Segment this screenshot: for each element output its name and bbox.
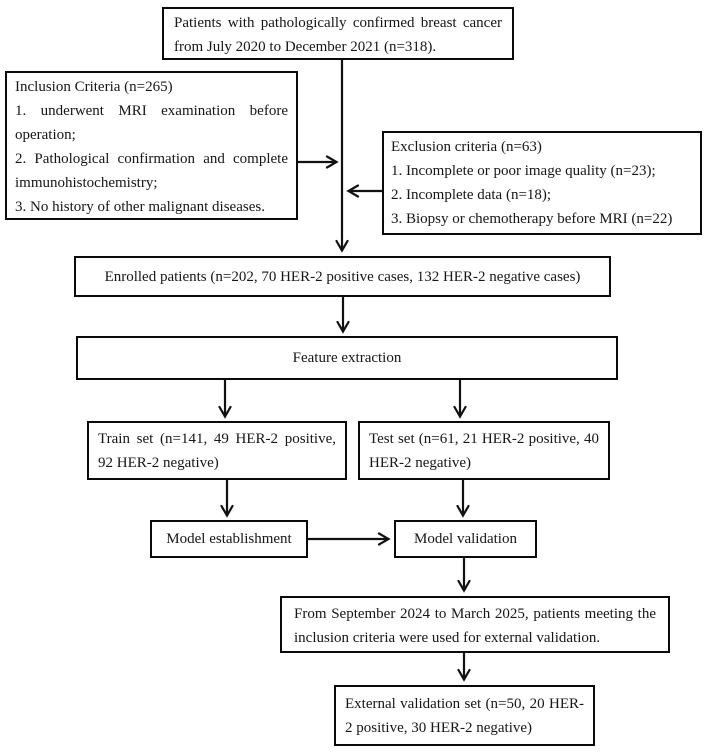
box-feature-extraction [76,336,618,380]
train-set-text: Train set (n=141, 49 HER-2 positive, 92 HER-2 negative) [98,431,336,471]
box-model-validation [394,520,537,558]
box-enrolled-patients [74,256,611,297]
model-establishment-text: Model establishment [166,531,292,547]
exclusion-title: Exclusion criteria (n=63) [391,139,542,155]
box-exclusion-criteria [382,131,702,235]
exclusion-item-2: 2. Incomplete data (n=18); [391,187,552,203]
model-validation-text: Model validation [414,531,517,547]
test-set-text: Test set (n=61, 21 HER-2 positive, 40 HER-2 negative) [369,431,599,471]
external-validation-set-text: External validation set (n=50, 20 HER-2 positive, 30 HER-2 negative) [345,696,584,736]
patient-source-text: Patients with pathologically confirmed breast cancer from July 2020 to December 2021 (n=318). [174,15,502,55]
external-validation-description-text: From September 2024 to March 2025, patients meeting the inclusion criteria were used for external validation. [294,606,656,646]
feature-extraction-text: Feature extraction [292,350,402,366]
inclusion-item-1: 1. underwent MRI examination before operation; [15,103,288,143]
box-model-establishment [150,520,308,558]
enrolled-patients-text: Enrolled patients (n=202, 70 HER-2 positive cases, 132 HER-2 negative cases) [104,268,581,285]
box-external-validation-set [334,685,595,746]
inclusion-item-3: 3. No history of other malignant diseases. [15,199,265,215]
box-train-set [87,421,347,480]
inclusion-item-2: 2. Pathological confirmation and complete immunohistochemistry; [15,151,288,191]
box-inclusion-criteria [5,71,298,220]
box-patient-source [162,7,514,60]
exclusion-item-1: 1. Incomplete or poor image quality (n=23); [391,163,656,179]
box-external-validation-description [280,596,670,653]
inclusion-title: Inclusion Criteria (n=265) [15,79,173,95]
box-test-set [358,421,610,480]
exclusion-item-3: 3. Biopsy or chemotherapy before MRI (n=22) [391,211,673,227]
